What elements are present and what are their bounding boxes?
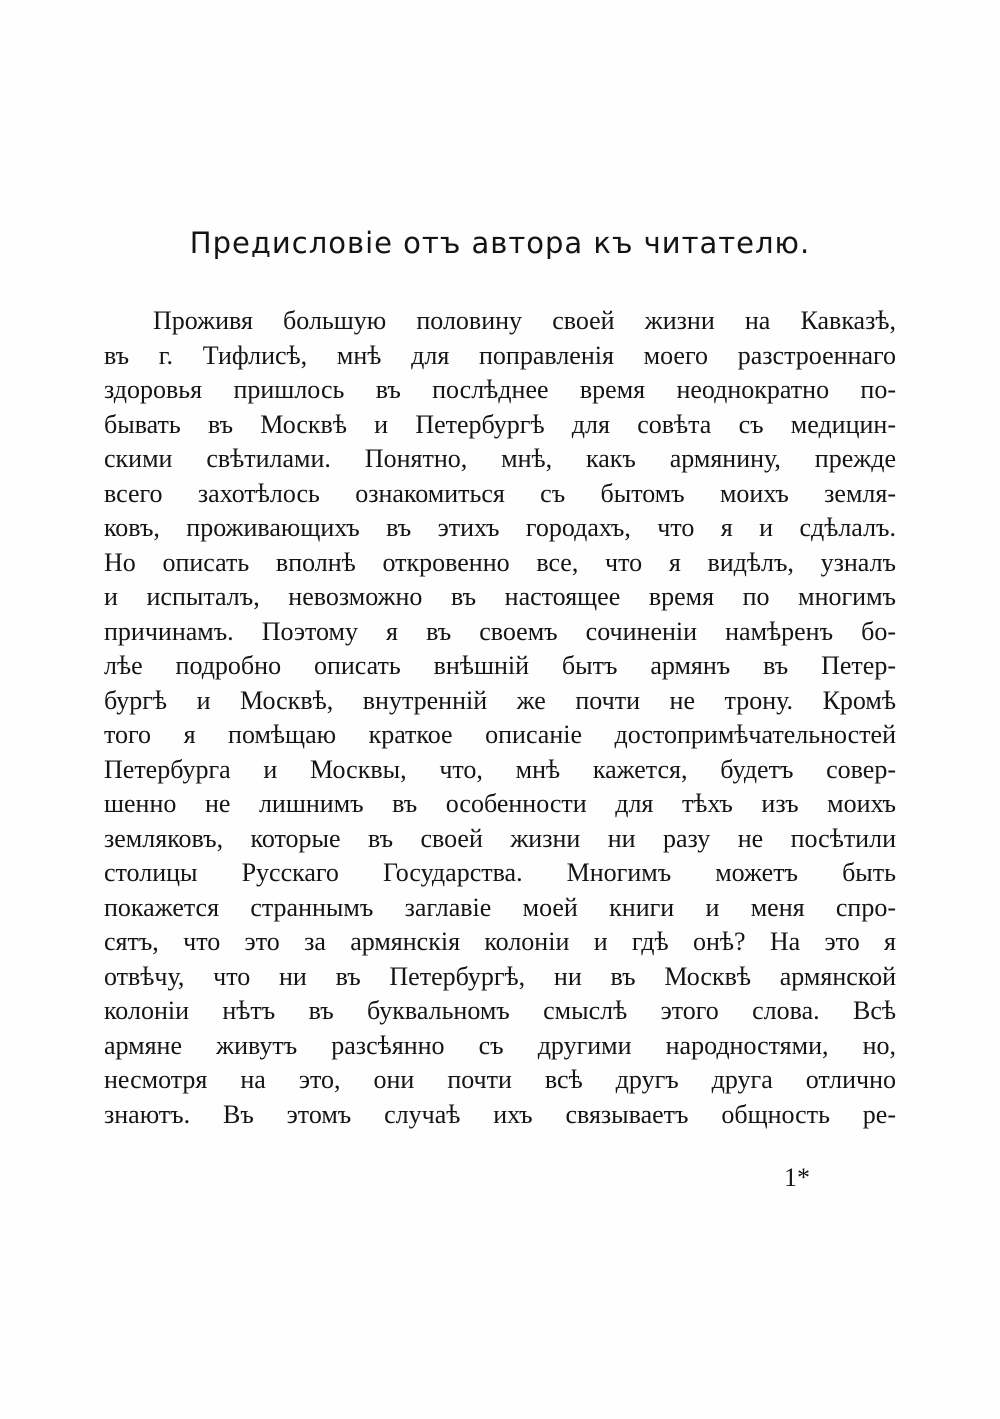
text-line: ковъ, проживающихъ въ этихъ городахъ, что я и сдѣлалъ. (104, 513, 896, 542)
text-line: скими свѣтилами. Понятно, мнѣ, какъ армянину, прежде (104, 444, 896, 473)
text-line: колоніи нѣтъ въ буквальномъ смыслѣ этого слова. Всѣ (104, 996, 896, 1025)
text-line: сятъ, что это за армянскія колоніи и гдѣ онѣ? На это я (104, 927, 896, 956)
text-line: Петербурга и Москвы, что, мнѣ кажется, будетъ совер- (104, 754, 896, 784)
text-line: причинамъ. Поэтому я въ своемъ сочиненіи намѣренъ бо- (104, 616, 896, 646)
text-line: въ г. Тифлисѣ, мнѣ для поправленія моего разстроеннаго (104, 340, 896, 370)
text-line: покажется страннымъ заглавіе моей книги и меня спро- (104, 892, 896, 922)
text-line: армяне живутъ разсѣянно съ другими народностями, но, (104, 1030, 896, 1060)
text-line: того я помѣщаю краткое описаніе достопримѣчательностей (104, 720, 896, 749)
text-line: отвѣчу, что ни въ Петербургѣ, ни въ Москвѣ армянской (104, 961, 896, 991)
text-line: здоровья пришлось въ послѣднее время неоднократно по- (104, 375, 896, 404)
page-title: Предисловіе отъ автора къ читателю. (189, 226, 811, 260)
text-line: бургѣ и Москвѣ, внутренній же почти не трону. Кромѣ (104, 685, 896, 715)
text-line: и испыталъ, невозможно въ настоящее время по многимъ (104, 582, 896, 611)
text-line: Проживя большую половину своей жизни на Кавказѣ, (153, 306, 896, 335)
text-line: всего захотѣлось ознакомиться съ бытомъ моихъ земля- (104, 478, 896, 508)
text-line: знаютъ. Въ этомъ случаѣ ихъ связываетъ общность ре- (104, 1099, 896, 1129)
text-line: земляковъ, которые въ своей жизни ни разу не посѣтили (104, 823, 896, 853)
text-line: шенно не лишнимъ въ особенности для тѣхъ изъ моихъ (104, 789, 896, 818)
body-text (104, 304, 896, 1132)
text-line: бывать въ Москвѣ и Петербургѣ для совѣта съ медицин- (104, 409, 896, 439)
page-marker: 1* (784, 1163, 810, 1192)
text-line: Но описать вполнѣ откровенно все, что я видѣлъ, узналъ (104, 547, 896, 577)
text-line: несмотря на это, они почти всѣ другъ друга отлично (104, 1065, 896, 1094)
text-line: лѣе подробно описать внѣшній бытъ армянъ въ Петер- (104, 651, 896, 680)
text-line: столицы Русскаго Государства. Многимъ можетъ быть (104, 858, 896, 887)
